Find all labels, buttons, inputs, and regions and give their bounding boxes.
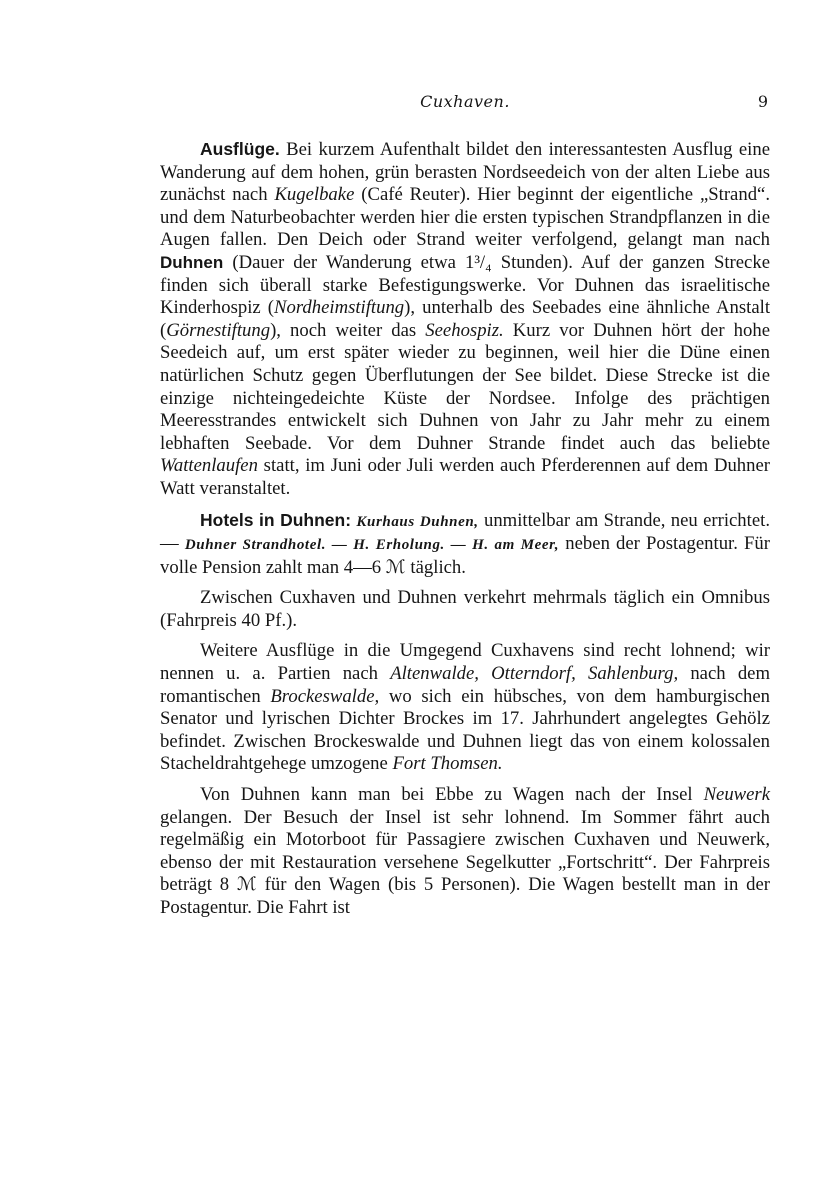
- text-span: Kurz vor Duhnen hört der hohe Seedeich auf, um erst später wieder zu beginnen, weil hier die Düne einen natürlichen Schutz gegen Überflutungen der See bildet. Diese Strecke ist die einzige nichteingedeichte Küste der Nordsee. Infolge des prächtigen Meeresstrandes entwickelt sich Duhnen von Jahr zu Jahr mehr zu einem lebhaften Seebade. Vor dem Duhner Strande findet auch das beliebte: [160, 319, 770, 454]
- text-span: unmittelbar am Strande, neu errichtet. —: [160, 509, 771, 555]
- text-span: (Café Reuter). Hier beginnt der eigentliche „Strand“. und dem Naturbeobachter werden hier die ersten typischen Strandpflanzen in die Augen fallen. Den Deich oder Strand weiter verfolgend, gelangt man nach: [160, 184, 770, 251]
- text-span: Kurhaus Duhnen,: [356, 513, 479, 530]
- section-heading: Hotels in Duhnen:: [200, 509, 352, 530]
- text-span: Wattenlaufen: [160, 455, 258, 477]
- paragraph: [160, 138, 770, 501]
- text-span: gelangen. Der Besuch der Insel ist sehr lohnend. Im Sommer fährt auch regelmäßig ein Motorboot für Passagiere zwischen Cuxhaven und Neuwerk, ebenso der mit Restauration versehene Segelkutter „Fortschritt“. Der Fahrpreis beträgt 8 ℳ für den Wagen (bis 5 Personen). Die Wagen bestellt man in der Postagentur. Die Fahrt ist: [160, 806, 770, 918]
- text-span: (Dauer der Wanderung etwa 1³/₄ Stunden). Auf der ganzen Strecke finden sich überall starke Befestigungswerke. Vor Duhnen das israelitische Kinderhospiz (: [160, 251, 770, 319]
- text-span: Bei kurzem Aufenthalt bildet den interessantesten Ausflug eine Wanderung auf dem hohen, grün berasten Nordseedeich von der alten Liebe aus zunächst nach: [160, 139, 770, 206]
- text-span: ), unterhalb des Seebades eine ähnliche Anstalt (: [160, 297, 771, 341]
- body-text: [160, 138, 770, 920]
- text-span: Von Duhnen kann man bei Ebbe zu Wagen nach der Insel: [200, 784, 704, 806]
- text-span: Zwischen Cuxhaven und Duhnen verkehrt mehrmals täglich ein Omnibus (Fahrpreis 40 Pf.).: [160, 587, 770, 631]
- text-span: neben der Postagentur. Für volle Pension zahlt man 4—6 ℳ täglich.: [160, 533, 771, 578]
- running-title: Cuxhaven.: [420, 92, 510, 111]
- section-heading: Ausflüge.: [200, 139, 280, 159]
- text-span: Görnestiftung: [166, 319, 271, 341]
- text-span: Fort Thomsen.: [392, 753, 503, 775]
- paragraph: [160, 587, 770, 632]
- text-span: ), noch weiter das: [270, 319, 426, 341]
- text-span: Weitere Ausflüge in die Umgegend Cuxhavens sind recht lohnend; wir nennen u. a. Partien nach: [160, 640, 770, 685]
- text-span: Seehospiz.: [425, 319, 504, 341]
- paragraph: [160, 509, 770, 580]
- text-span: wo sich ein hübsches, von dem hamburgischen Senator und lyrischen Dichter Brockes im 17. Jahrhundert angelegtes Gehölz befindet. Zwischen Brockeswalde und Duhnen liegt das von einem kolossalen Stacheldrahtgehege umzogene: [160, 685, 770, 775]
- text-span: Duhner Strandhotel. — H. Erholung. — H. am Meer,: [184, 537, 560, 554]
- text-span: Nordheimstiftung: [274, 297, 405, 319]
- page-number: 9: [757, 92, 768, 111]
- paragraph: [160, 640, 770, 776]
- running-head: [160, 92, 770, 116]
- text-span: Altenwalde, Otterndorf, Sahlenburg,: [390, 663, 679, 685]
- text-span: Brockeswalde,: [270, 685, 380, 707]
- paragraph: [160, 784, 770, 920]
- text-span: Neuwerk: [703, 784, 770, 806]
- text-span: statt, im Juni oder Juli werden auch Pferderennen auf dem Duhner Watt veranstaltet.: [160, 455, 770, 499]
- text-span: Kugelbake: [274, 184, 355, 206]
- text-span: nach dem romantischen: [160, 663, 770, 707]
- text-span: Duhnen: [160, 252, 224, 272]
